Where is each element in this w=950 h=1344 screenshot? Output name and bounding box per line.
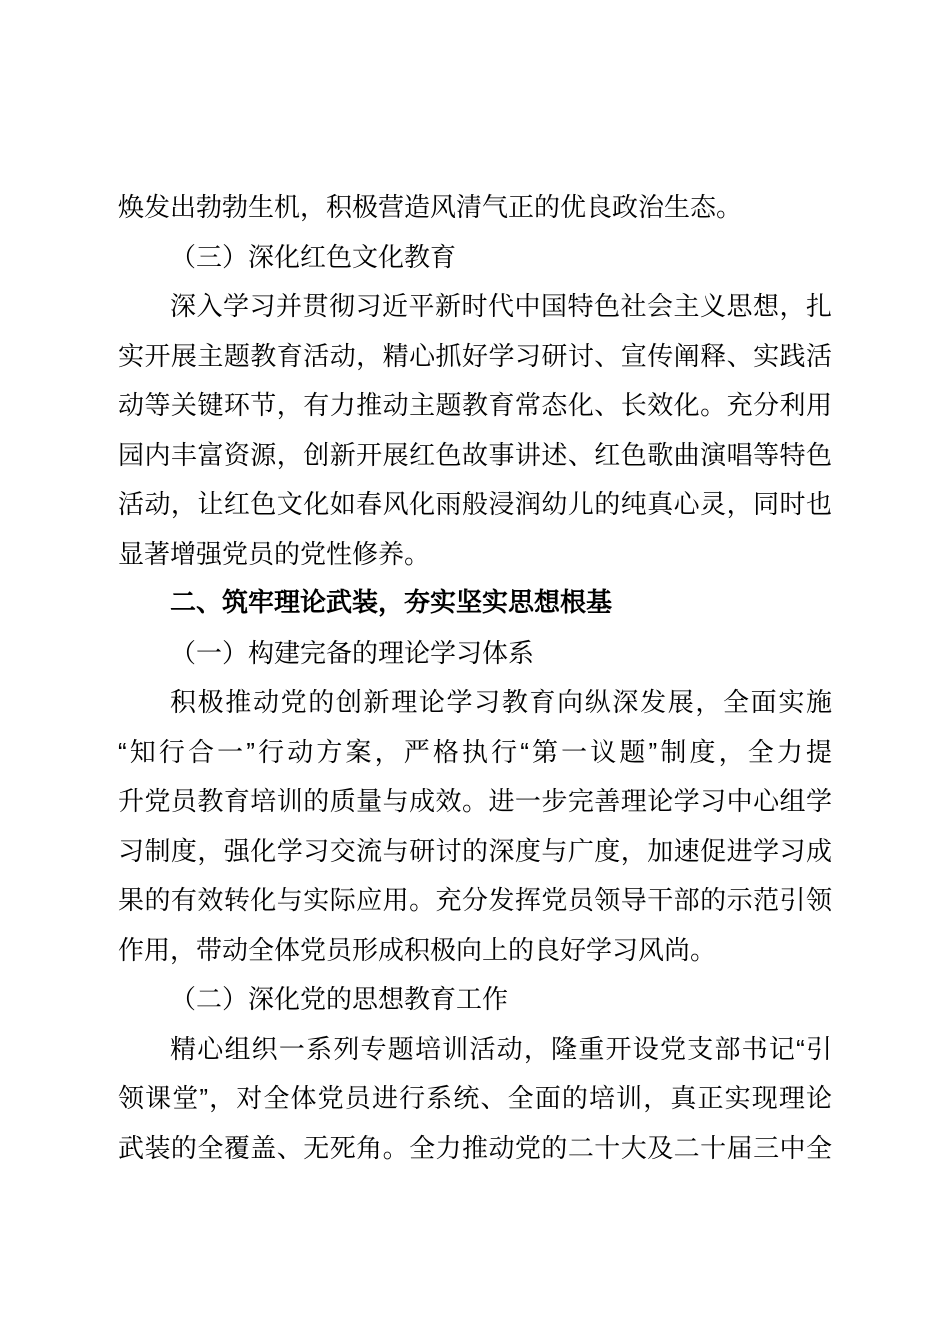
body-line: 果的有效转化与实际应用。充分发挥党员领导干部的示范引领 — [118, 885, 832, 915]
body-line: 深入学习并贯彻习近平新时代中国特色社会主义思想，扎 — [170, 291, 832, 321]
subsection-heading-1: （一）构建完备的理论学习体系 — [170, 637, 535, 668]
body-line: 升党员教育培训的质量与成效。进一步完善理论学习中心组学 — [118, 786, 832, 816]
body-line: “知行合一”行动方案，严格执行“第一议题”制度，全力提 — [118, 736, 832, 767]
subsection-heading-3: （三）深化红色文化教育 — [170, 241, 457, 272]
body-line: 活动，让红色文化如春风化雨般浸润幼儿的纯真心灵，同时也 — [118, 489, 832, 519]
body-line: 精心组织一系列专题培训活动，隆重开设党支部书记“引 — [170, 1033, 832, 1064]
subsection-heading-2: （二）深化党的思想教育工作 — [170, 984, 509, 1014]
body-line: 作用，带动全体党员形成积极向上的良好学习风尚。 — [118, 934, 717, 965]
body-line: 园内丰富资源，创新开展红色故事讲述、红色歌曲演唱等特色 — [118, 439, 832, 470]
body-line: 武装的全覆盖、无死角。全力推动党的二十大及二十届三中全 — [118, 1132, 832, 1163]
body-line: 实开展主题教育活动，精心抓好学习研讨、宣传阐释、实践活 — [118, 340, 832, 371]
body-line: 显著增强党员的党性修养。 — [118, 538, 431, 569]
body-line: 领课堂”，对全体党员进行系统、全面的培训，真正实现理论 — [118, 1083, 832, 1113]
body-line: 积极推动党的创新理论学习教育向纵深发展，全面实施 — [170, 687, 832, 717]
body-line: 习制度，强化学习交流与研讨的深度与广度，加速促进学习成 — [118, 835, 832, 866]
body-line-continuation: 焕发出勃勃生机，积极营造风清气正的优良政治生态。 — [118, 192, 743, 222]
body-line: 动等关键环节，有力推动主题教育常态化、长效化。充分利用 — [118, 390, 832, 420]
section-heading-2: 二、筑牢理论武装，夯实坚实思想根基 — [170, 588, 613, 618]
